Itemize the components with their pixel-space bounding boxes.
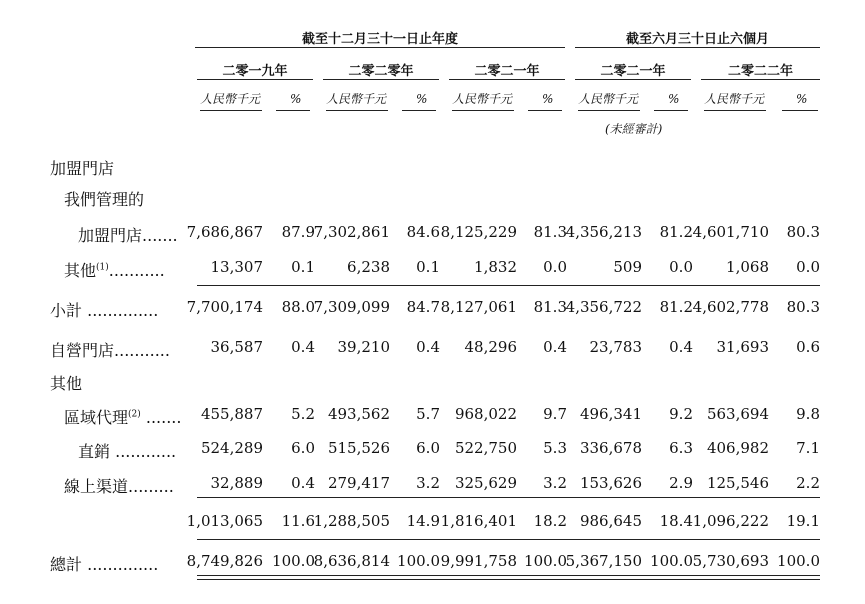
row-other-total-percent: 19.1 [786, 512, 820, 530]
row-self-percent: 0.4 [416, 338, 440, 356]
row-other-total-amount: 1,096,222 [692, 512, 769, 530]
divider [575, 47, 820, 48]
unit-pct: % [542, 92, 554, 106]
row-other-total-amount: 986,645 [579, 512, 642, 530]
row-managed-percent: 84.6 [406, 223, 440, 241]
year-header-2021: 二零二一年 [474, 64, 540, 79]
label-direct: 直銷 ............ [78, 442, 177, 461]
label-total: 總計 .............. [50, 555, 159, 574]
row-online-percent: 2.9 [669, 474, 693, 492]
row-self-percent: 0.4 [669, 338, 693, 356]
label-subtotal-text: 小計 [50, 301, 83, 320]
unit-rmb: 人民幣千元 [200, 92, 261, 106]
row-others-percent: 0.0 [669, 258, 693, 276]
row-online-percent: 2.2 [796, 474, 820, 492]
label-direct-text: 直銷 [78, 442, 111, 461]
row-regional-percent: 9.7 [543, 405, 567, 423]
row-direct-percent: 7.1 [796, 439, 820, 457]
row-self-percent: 0.4 [543, 338, 567, 356]
total-double-rule [197, 575, 820, 580]
subtotal-rule [197, 285, 820, 286]
row-total-percent: 100.0 [524, 552, 567, 570]
row-direct-percent: 6.0 [291, 439, 315, 457]
row-other-total-amount: 1,013,065 [186, 512, 263, 530]
row-managed-amount: 8,125,229 [440, 223, 517, 241]
row-subtotal-amount: 4,356,722 [565, 298, 642, 316]
row-subtotal-percent: 80.3 [786, 298, 820, 316]
divider [575, 79, 691, 80]
row-managed-percent: 80.3 [786, 223, 820, 241]
row-managed-amount: 7,686,867 [186, 223, 263, 241]
row-regional-percent: 9.2 [669, 405, 693, 423]
row-managed-amount: 7,302,861 [313, 223, 390, 241]
divider [452, 110, 514, 111]
row-regional-amount: 563,694 [706, 405, 769, 423]
other-rule [197, 497, 820, 498]
unit-rmb: 人民幣千元 [704, 92, 765, 106]
row-others-amount: 1,068 [726, 258, 769, 276]
unit-rmb: 人民幣千元 [326, 92, 387, 106]
row-subtotal-amount: 7,309,099 [313, 298, 390, 316]
row-self-amount: 48,296 [464, 338, 517, 356]
row-regional-amount: 493,562 [327, 405, 390, 423]
label-total-text: 總計 [50, 555, 83, 574]
footnote-1: (1) [96, 262, 109, 273]
row-direct-percent: 6.3 [669, 439, 693, 457]
row-online-amount: 325,629 [454, 474, 517, 492]
row-direct-amount: 406,982 [706, 439, 769, 457]
year-header-2020: 二零二零年 [348, 64, 414, 79]
row-subtotal-percent: 81.3 [533, 298, 567, 316]
label-others-text: 其他 [64, 261, 97, 280]
total-rule [197, 539, 820, 540]
divider [449, 79, 565, 80]
row-regional-amount: 496,341 [579, 405, 642, 423]
row-managed-percent: 81.3 [533, 223, 567, 241]
row-direct-amount: 336,678 [579, 439, 642, 457]
row-other-total-percent: 14.9 [406, 512, 440, 530]
row-total-amount: 9,991,758 [440, 552, 517, 570]
divider [704, 110, 766, 111]
divider [578, 110, 640, 111]
row-self-amount: 31,693 [716, 338, 769, 356]
row-subtotal-amount: 4,602,778 [692, 298, 769, 316]
row-self-percent: 0.6 [796, 338, 820, 356]
row-total-amount: 5,367,150 [565, 552, 642, 570]
divider [276, 110, 310, 111]
row-others-amount: 13,307 [210, 258, 263, 276]
unaudited-note: (未經審計) [605, 122, 663, 136]
unit-pct: % [416, 92, 428, 106]
row-direct-amount: 515,526 [327, 439, 390, 457]
label-online: 線上渠道......... [64, 477, 174, 496]
row-self-amount: 39,210 [337, 338, 390, 356]
footnote-2: (2) [128, 409, 141, 420]
row-regional-amount: 968,022 [454, 405, 517, 423]
row-others-percent: 0.1 [291, 258, 315, 276]
row-total-amount: 5,730,693 [692, 552, 769, 570]
row-online-amount: 125,546 [706, 474, 769, 492]
row-online-amount: 32,889 [210, 474, 263, 492]
unit-pct: % [290, 92, 302, 106]
row-direct-percent: 6.0 [416, 439, 440, 457]
row-total-percent: 100.0 [777, 552, 820, 570]
row-direct-amount: 522,750 [454, 439, 517, 457]
row-online-percent: 3.2 [416, 474, 440, 492]
row-subtotal-percent: 81.2 [659, 298, 693, 316]
row-subtotal-amount: 7,700,174 [186, 298, 263, 316]
row-managed-amount: 4,601,710 [692, 223, 769, 241]
unit-pct: % [796, 92, 808, 106]
row-direct-amount: 524,289 [200, 439, 263, 457]
row-online-percent: 0.4 [291, 474, 315, 492]
year-header-2019: 二零一九年 [222, 64, 288, 79]
divider [654, 110, 688, 111]
label-others: 其他$^{(1)}$........... [64, 261, 165, 280]
header-half-year: 截至六月三十日止六個月 [625, 32, 769, 47]
row-subtotal-percent: 84.7 [406, 298, 440, 316]
row-regional-amount: 455,887 [200, 405, 263, 423]
row-managed-percent: 81.2 [659, 223, 693, 241]
row-online-percent: 3.2 [543, 474, 567, 492]
row-subtotal-amount: 8,127,061 [440, 298, 517, 316]
row-regional-percent: 9.8 [796, 405, 820, 423]
label-regional-text: 區域代理 [64, 408, 129, 427]
row-total-percent: 100.0 [397, 552, 440, 570]
row-other-total-amount: 1,816,401 [440, 512, 517, 530]
divider [326, 110, 388, 111]
year-header-2021-h1: 二零二一年 [600, 64, 666, 79]
row-subtotal-percent: 88.0 [281, 298, 315, 316]
label-subtotal: 小計 .............. [50, 301, 159, 320]
row-managed-percent: 87.9 [281, 223, 315, 241]
row-total-percent: 100.0 [272, 552, 315, 570]
label-managed-text: 加盟門店 [78, 226, 143, 245]
row-regional-percent: 5.2 [291, 405, 315, 423]
unit-rmb: 人民幣千元 [578, 92, 639, 106]
header-full-year: 截至十二月三十一日止年度 [301, 32, 458, 47]
divider [195, 47, 565, 48]
row-total-amount: 8,749,826 [186, 552, 263, 570]
divider [197, 79, 313, 80]
label-regional: 區域代理$^{(2)}$ ....... [64, 408, 182, 427]
unit-rmb: 人民幣千元 [452, 92, 513, 106]
divider [200, 110, 262, 111]
divider [323, 79, 439, 80]
row-self-amount: 23,783 [589, 338, 642, 356]
row-managed-amount: 4,356,213 [565, 223, 642, 241]
row-other-total-amount: 1,288,505 [313, 512, 390, 530]
label-managed-heading: 我們管理的 [64, 190, 145, 209]
label-self-text: 自營門店 [50, 341, 115, 360]
row-others-percent: 0.0 [543, 258, 567, 276]
label-self: 自營門店........... [50, 341, 170, 360]
row-others-percent: 0.0 [796, 258, 820, 276]
row-others-percent: 0.1 [416, 258, 440, 276]
row-total-percent: 100.0 [650, 552, 693, 570]
divider [782, 110, 818, 111]
row-direct-percent: 5.3 [543, 439, 567, 457]
divider [528, 110, 562, 111]
row-regional-percent: 5.7 [416, 405, 440, 423]
label-managed: 加盟門店....... [78, 226, 178, 245]
row-others-amount: 1,832 [474, 258, 517, 276]
row-online-amount: 153,626 [579, 474, 642, 492]
divider [402, 110, 436, 111]
year-header-2022-h1: 二零二二年 [727, 64, 793, 79]
row-total-amount: 8,636,814 [313, 552, 390, 570]
label-online-text: 線上渠道 [64, 477, 129, 496]
label-other-heading: 其他 [50, 374, 83, 393]
row-other-total-percent: 18.4 [659, 512, 693, 530]
divider [701, 79, 820, 80]
row-other-total-percent: 11.6 [281, 512, 315, 530]
row-others-amount: 509 [613, 258, 642, 276]
row-other-total-percent: 18.2 [533, 512, 567, 530]
row-self-percent: 0.4 [291, 338, 315, 356]
row-others-amount: 6,238 [347, 258, 390, 276]
row-online-amount: 279,417 [327, 474, 390, 492]
unit-pct: % [668, 92, 680, 106]
row-self-amount: 36,587 [210, 338, 263, 356]
label-franchise: 加盟門店 [50, 159, 115, 178]
